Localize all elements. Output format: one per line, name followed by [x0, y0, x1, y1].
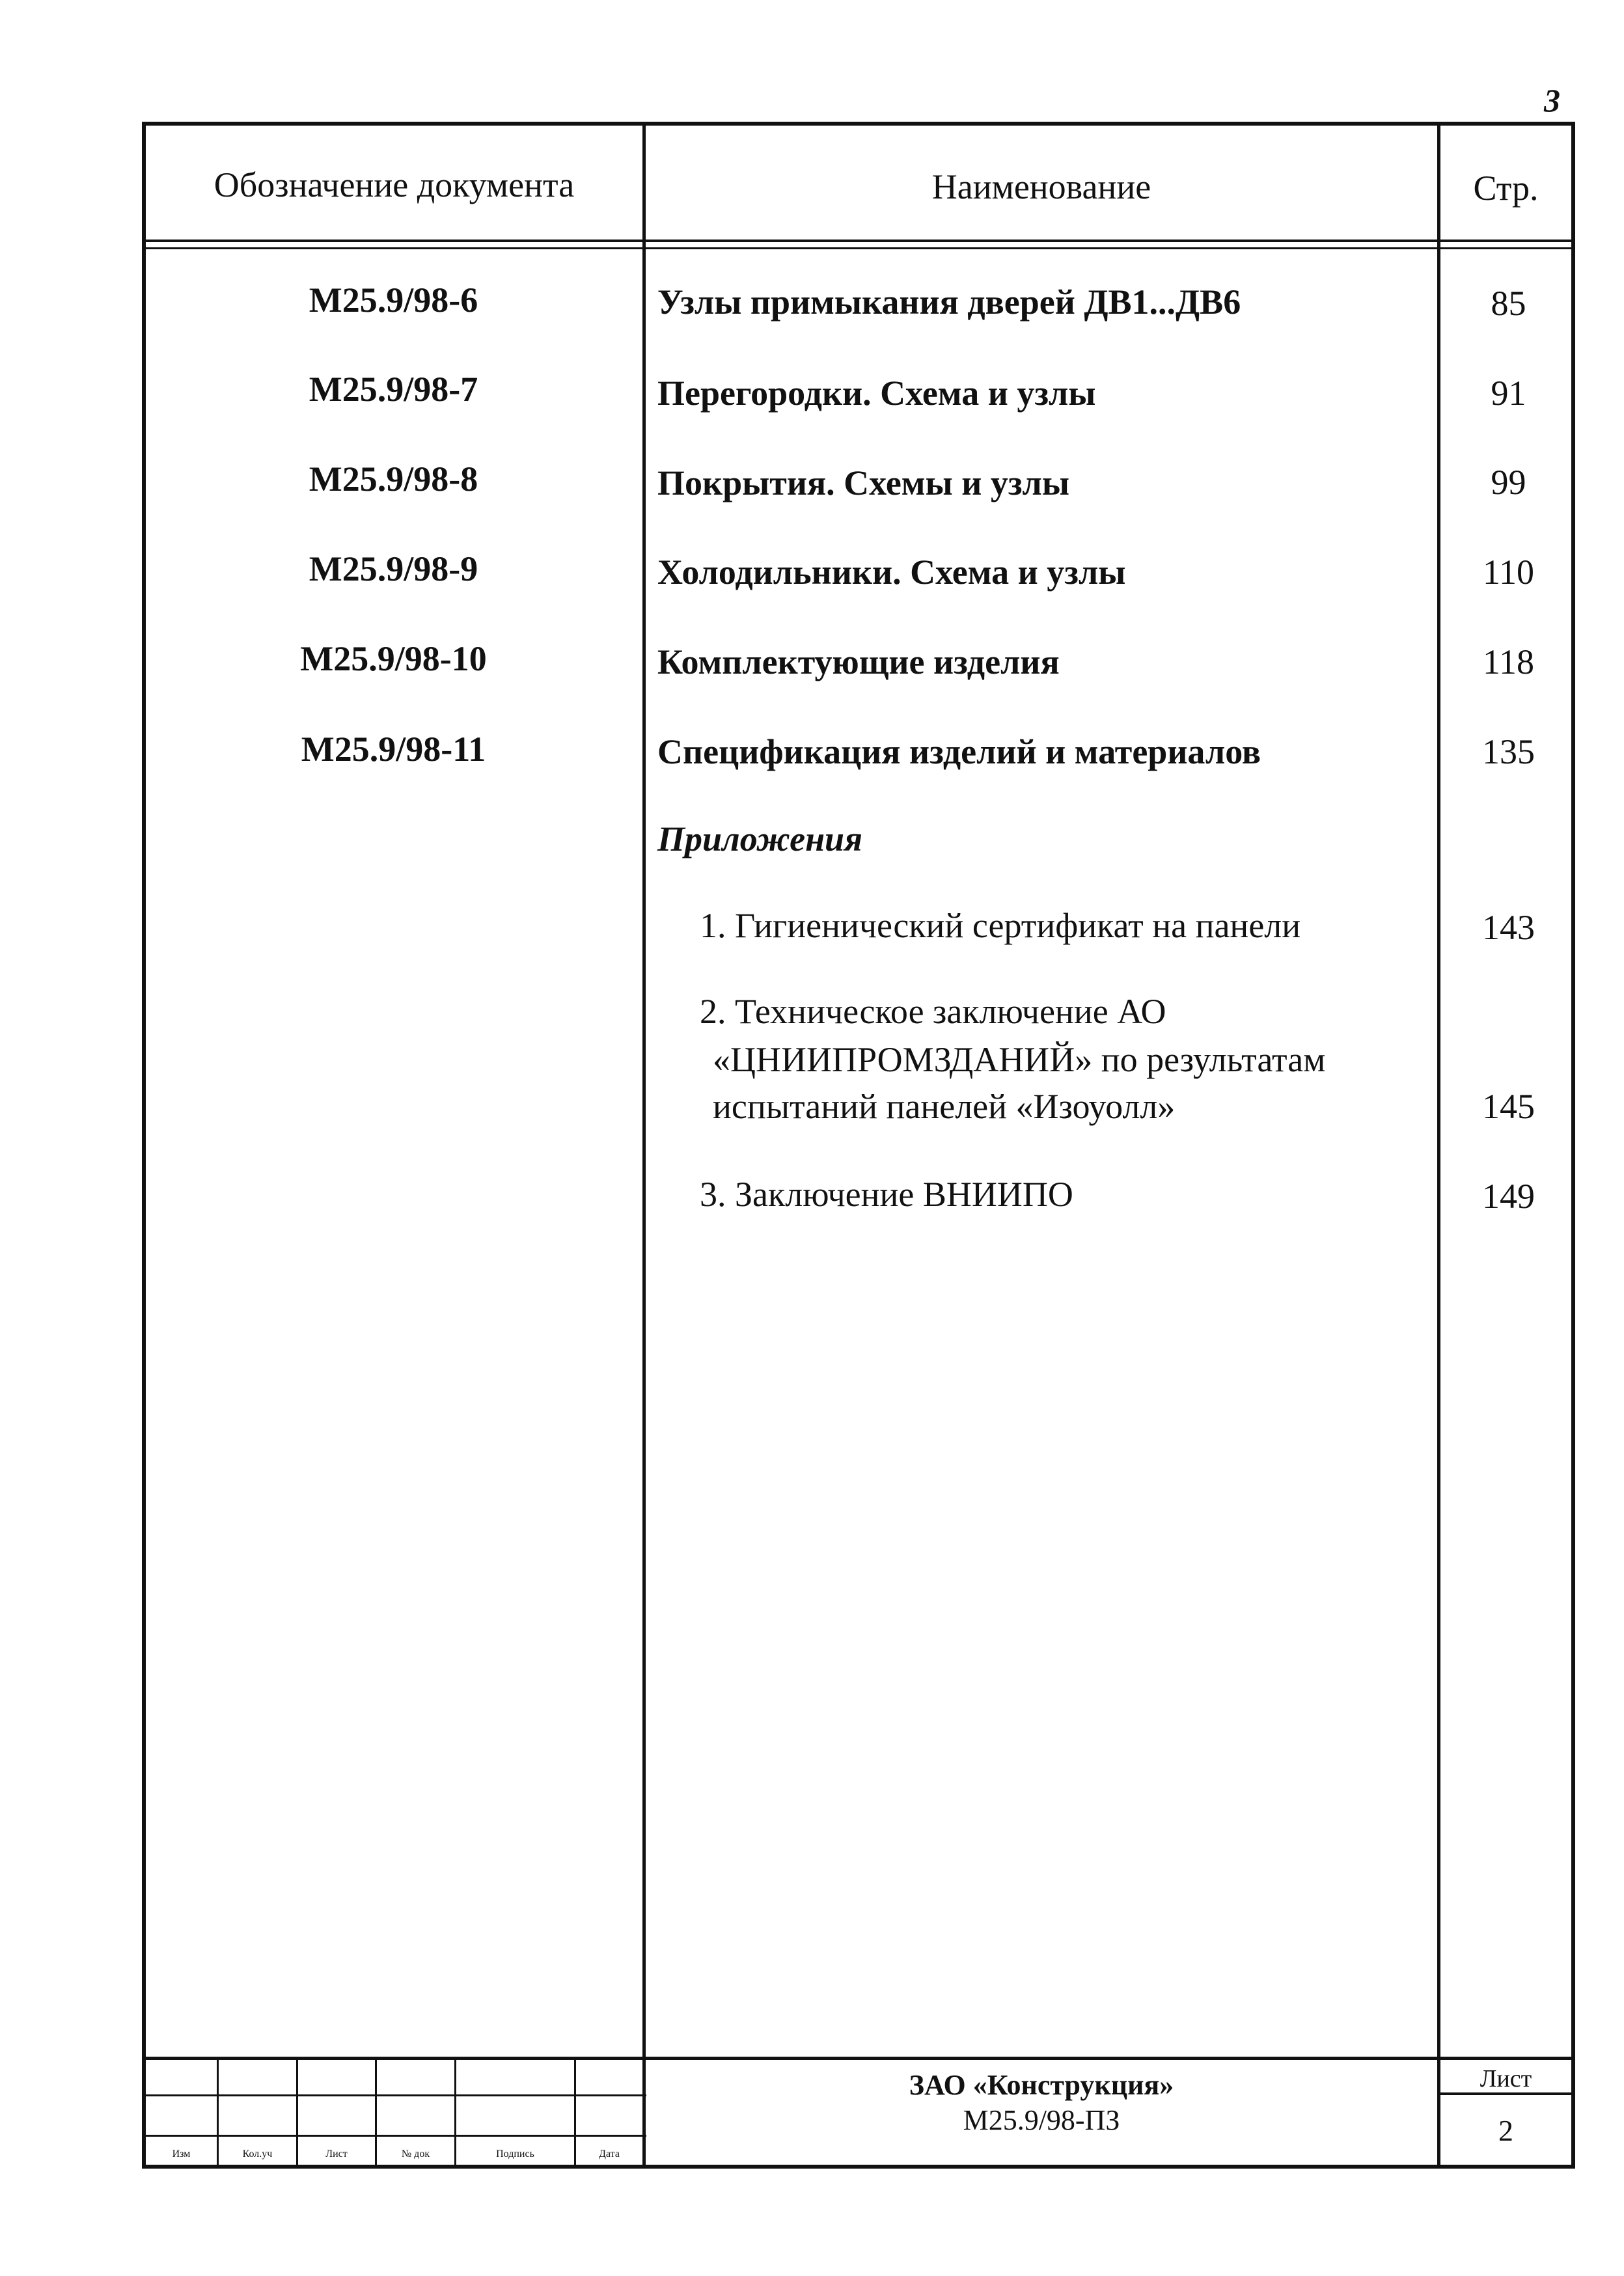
header-designation: Обозначение документа — [213, 165, 575, 204]
row-name: Покрытия. Схемы и узлы — [657, 463, 1069, 502]
appendix-item-page: 145 — [1482, 1087, 1535, 1126]
stamp-label-list: Лист — [325, 2148, 348, 2159]
appendix-item-line: 2. Техническое заключение АО — [700, 992, 1166, 1031]
row-code: М25.9/98-8 — [309, 459, 478, 499]
row-page: 99 — [1491, 463, 1526, 502]
appendix-heading: Приложения — [657, 819, 862, 858]
row-code: М25.9/98-7 — [309, 370, 478, 409]
row-name: Холодильники. Схема и узлы — [657, 553, 1126, 592]
header-page: Стр. — [1473, 169, 1539, 208]
stamp-sheet-value: 2 — [1498, 2114, 1513, 2147]
appendix-item-line: 3. Заключение ВНИИПО — [700, 1175, 1073, 1214]
row-code: М25.9/98-11 — [301, 730, 486, 769]
row-name: Спецификация изделий и материалов — [657, 732, 1261, 771]
header-separator-2 — [142, 247, 1575, 249]
frame-top — [142, 122, 1575, 126]
row-page: 135 — [1482, 732, 1535, 771]
column-divider-2 — [1437, 122, 1440, 2169]
column-divider-1 — [642, 122, 646, 2169]
row-name: Узлы примыкания дверей ДВ1...ДВ6 — [657, 282, 1241, 322]
sheet-number-mark: 3 — [1544, 82, 1560, 118]
row-page: 110 — [1483, 553, 1534, 592]
row-page: 91 — [1491, 374, 1526, 413]
row-code: М25.9/98-10 — [300, 639, 487, 678]
stamp-label-izm: Изм — [172, 2148, 191, 2159]
stamp-sheet-label: Лист — [1479, 2065, 1532, 2092]
header-separator — [142, 240, 1575, 242]
stamp-label-signature: Подпись — [496, 2148, 534, 2159]
appendix-item-line: «ЦНИИПРОМЗДАНИЙ» по результатам — [713, 1040, 1326, 1079]
stamp-label-date: Дата — [599, 2148, 620, 2159]
appendix-item-line: 1. Гигиенический сертификат на панели — [700, 906, 1301, 945]
frame-bottom — [142, 2165, 1575, 2169]
header-name: Наименование — [931, 167, 1151, 206]
stamp-company: ЗАО «Конструкция» — [909, 2069, 1174, 2101]
row-name: Перегородки. Схема и узлы — [657, 374, 1096, 413]
row-page: 85 — [1491, 284, 1526, 323]
stamp-label-doc: № док — [401, 2148, 430, 2159]
stamp-label-kolvo: Кол.уч — [242, 2148, 273, 2159]
appendix-item-page: 143 — [1482, 908, 1535, 947]
row-code: М25.9/98-6 — [309, 281, 478, 320]
appendix-item-page: 149 — [1482, 1177, 1535, 1216]
row-code: М25.9/98-9 — [309, 549, 478, 588]
appendix-item-line: испытаний панелей «Изоуолл» — [713, 1087, 1176, 1126]
frame-left — [142, 122, 146, 2169]
row-name: Комплектующие изделия — [657, 642, 1060, 681]
row-page: 118 — [1483, 642, 1534, 681]
stamp-doc-code: М25.9/98-ПЗ — [963, 2104, 1120, 2136]
frame-right — [1571, 122, 1575, 2169]
stamp-top-line — [142, 2057, 1575, 2060]
